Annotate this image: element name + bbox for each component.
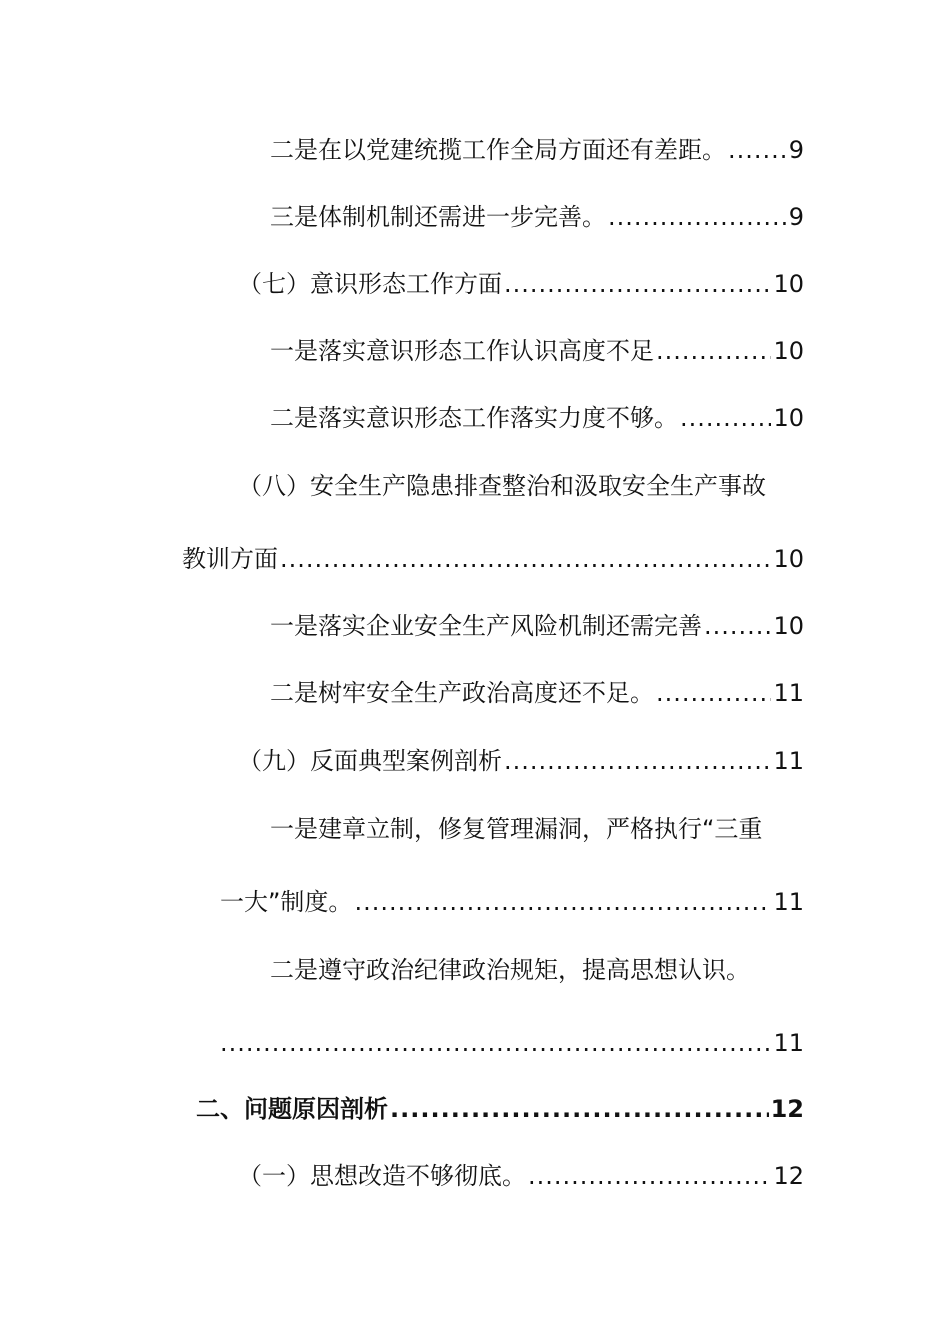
- toc-entry-text: 一是落实企业安全生产风险机制还需完善: [270, 612, 702, 640]
- toc-entry-text: 二是树牢安全生产政治高度还不足。: [270, 679, 654, 707]
- toc-entry-text: 一大”制度。: [220, 888, 353, 916]
- toc-page-number: 12: [770, 1095, 804, 1123]
- toc-entry[interactable]: [270, 610, 804, 642]
- toc-page-number: 11: [773, 1029, 804, 1057]
- toc-leader-dots: [608, 201, 787, 233]
- toc-entry-first-line[interactable]: [238, 470, 766, 502]
- toc-entry-text-line1: （八）安全生产隐患排查整治和汲取安全生产事故: [238, 472, 766, 500]
- toc-entry[interactable]: [270, 677, 804, 709]
- toc-entry[interactable]: [238, 745, 804, 777]
- toc-page-number: 12: [773, 1162, 804, 1190]
- toc-leader-dots: [504, 268, 771, 300]
- toc-leader-dots: [280, 543, 771, 575]
- toc-leader-dots: [220, 1027, 771, 1059]
- toc-entry-text: 教训方面: [182, 545, 278, 573]
- toc-entry[interactable]: [182, 543, 804, 575]
- toc-leader-dots: [680, 402, 771, 434]
- toc-entry[interactable]: [238, 268, 804, 300]
- toc-page-number: 10: [773, 404, 804, 432]
- toc-entry[interactable]: [220, 886, 804, 918]
- toc-entry-text: （一）思想改造不够彻底。: [238, 1162, 526, 1190]
- toc-entry-first-line[interactable]: [270, 813, 762, 845]
- toc-leader-dots: [704, 610, 771, 642]
- toc-entry-text: （七）意识形态工作方面: [238, 270, 502, 298]
- toc-page-number: 11: [773, 679, 804, 707]
- toc-page-number: 10: [773, 270, 804, 298]
- toc-page-number: 9: [788, 136, 804, 164]
- toc-entry[interactable]: [220, 1027, 804, 1059]
- toc-entry-text: （九）反面典型案例剖析: [238, 747, 502, 775]
- toc-entry[interactable]: [270, 335, 804, 367]
- toc-entry[interactable]: [270, 402, 804, 434]
- toc-entry[interactable]: [270, 134, 804, 166]
- toc-page-number: 11: [773, 747, 804, 775]
- toc-leader-dots: [656, 335, 771, 367]
- toc-entry-text: 二是在以党建统揽工作全局方面还有差距。: [270, 136, 726, 164]
- toc-entry-text: 一是落实意识形态工作认识高度不足: [270, 337, 654, 365]
- toc-page-number: 10: [773, 612, 804, 640]
- toc-page-number: 11: [773, 888, 804, 916]
- toc-leader-dots: [656, 677, 771, 709]
- toc-leader-dots: [354, 886, 771, 918]
- toc-page-number: 10: [773, 337, 804, 365]
- toc-entry-major[interactable]: [196, 1093, 804, 1125]
- toc-page-number: 10: [773, 545, 804, 573]
- toc-entry[interactable]: [270, 201, 804, 233]
- toc-entry[interactable]: [238, 1160, 804, 1192]
- toc-page-number: 9: [788, 203, 804, 231]
- toc-leader-dots: [528, 1160, 771, 1192]
- toc-leader-dots: [390, 1093, 769, 1125]
- toc-leader-dots: [728, 134, 787, 166]
- toc-leader-dots: [504, 745, 771, 777]
- toc-entry-text-line1: 一是建章立制，修复管理漏洞，严格执行“三重: [270, 815, 763, 843]
- toc-entry-first-line[interactable]: [270, 954, 750, 986]
- toc-entry-text-line1: 二是遵守政治纪律政治规矩，提高思想认识。: [270, 956, 750, 984]
- toc-entry-text: 二是落实意识形态工作落实力度不够。: [270, 404, 678, 432]
- toc-entry-text: 二、问题原因剖析: [196, 1095, 388, 1123]
- toc-entry-text: 三是体制机制还需进一步完善。: [270, 203, 606, 231]
